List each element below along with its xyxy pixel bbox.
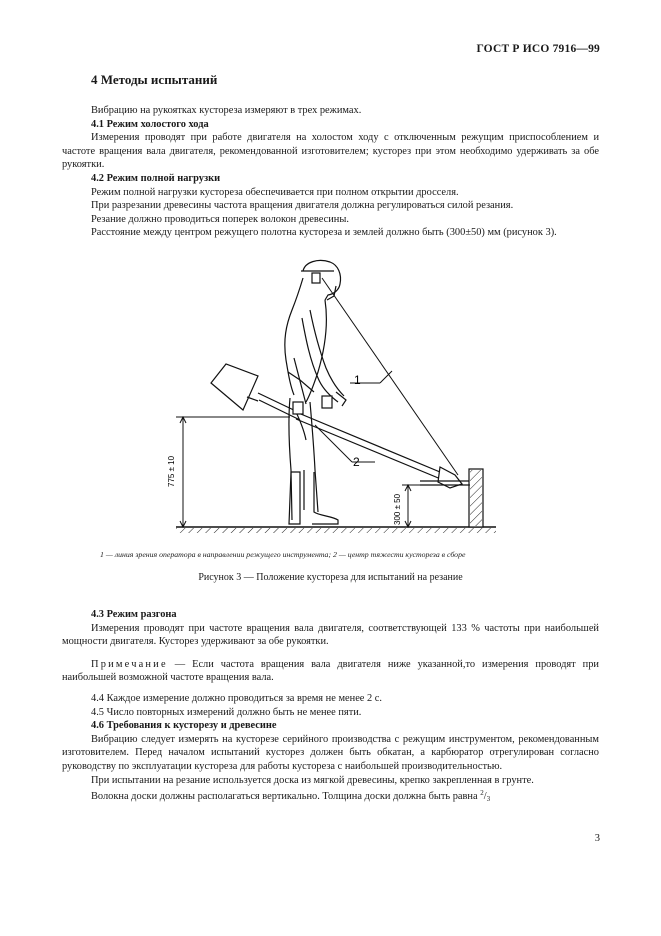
subsection-4-1-title: 4.1 Режим холостого хода <box>91 118 209 130</box>
subsection-4-3-text: Измерения проводят при частоте вращения вала двигателя, соответствующей 133 % частоты при наибольшей мощности двигателя. Кусторез удерживают за обе рукоятки. <box>62 622 599 648</box>
subsection-4-6-p3: Волокна доски должны располагаться вертикально. Толщина доски должна быть равна $^2$/3 <box>91 789 491 804</box>
fraction-numerator: 2 <box>480 789 484 798</box>
subsection-4-6-p3-text: Волокна доски должны располагаться вертикально. Толщина доски должна быть равна <box>91 791 481 803</box>
figure-caption: Рисунок 3 — Положение кустореза для испытаний на резание <box>198 572 463 583</box>
figure-legend <box>100 550 570 559</box>
intro-paragraph: Вибрацию на рукоятках кустореза измеряют в трех режимах. <box>91 105 362 116</box>
figure-label-2: 2 <box>353 455 360 469</box>
fraction-denominator: 3 <box>486 795 491 804</box>
wood-board <box>469 469 483 527</box>
subsection-4-1-text: Измерения проводят при работе двигателя на холостом ходу с отключенным режущим приспособлением и частоте вращения вала двигателя, рекомендованной изготовителем; кусторез при этом необходимо удерживать за обе рукоятки. <box>62 132 599 171</box>
note-label: Примечание <box>91 658 168 670</box>
subsection-4-6-p2: При испытании на резание используется доска из мягкой древесины, крепко закрепленная в грунте. <box>91 774 534 786</box>
subsection-4-6-p1: Вибрацию следует измерять на кусторезе серийного производства с режущим инструментом, рекомендованным изготовителем. Перед началом испытаний кусторез должен быть обкатан, а карбюратор отрегулирован согласно руководству по эксплуатации кустореза для работы кустореза с наибольшей производительностью. <box>62 733 599 772</box>
brush-cutter <box>211 364 470 488</box>
document-header: ГОСТ Р ИСО 7916—99 <box>476 43 600 55</box>
subsection-4-6-title: 4.6 Требования к кусторезу и древесине <box>91 720 277 732</box>
subsection-4-2-p3: Резание должно проводиться поперек волокон древесины. <box>91 213 349 225</box>
legend-text-2: — центр тяжести кустореза в сборе <box>336 550 466 559</box>
dimension-775 <box>176 417 290 527</box>
legend-num-1: 1 <box>100 550 104 559</box>
dimension-775-label: 775 ± 10 <box>167 455 176 487</box>
legend-num-2: 2 <box>333 550 337 559</box>
page-number: 3 <box>594 833 600 844</box>
item-4-4: 4.4 Каждое измерение должно проводиться за время не менее 2 с. <box>91 692 383 704</box>
figure-label-1: 1 <box>354 373 361 387</box>
subsection-4-2-p4: Расстояние между центром режущего полотна кустореза и землей должно быть (300±50) мм (рисунок 3). <box>91 227 557 239</box>
subsection-4-2-title: 4.2 Режим полной нагрузки <box>91 172 221 184</box>
sight-line <box>322 278 458 475</box>
spacer <box>62 685 599 692</box>
item-4-5: 4.5 Число повторных измерений должно быть не менее пяти. <box>91 706 362 718</box>
subsection-4-2-p2: При разрезании древесины частота вращения двигателя должна регулироваться силой резания. <box>91 200 514 212</box>
operator-figure <box>285 260 344 524</box>
subsection-4-3-title: 4.3 Режим разгона <box>91 609 177 620</box>
spacer <box>62 649 599 658</box>
text-block-bottom <box>62 608 599 807</box>
subsection-4-2-p1: Режим полной нагрузки кустореза обеспечивается при полном открытии дросселя. <box>91 186 459 198</box>
dimension-300 <box>402 485 470 527</box>
section-title: 4 Методы испытаний <box>91 72 218 87</box>
dimension-300-label: 300 ± 50 <box>393 493 402 525</box>
legend-text-1: — линия зрения оператора в направлении режущего инструмента; <box>103 550 333 559</box>
note-text: — Если частота вращения вала двигателя ниже указанной,то измерения проводят при наибольшей возможной частоте вращения вала. <box>62 658 599 684</box>
note-paragraph <box>62 658 599 685</box>
ground-line <box>176 527 496 533</box>
